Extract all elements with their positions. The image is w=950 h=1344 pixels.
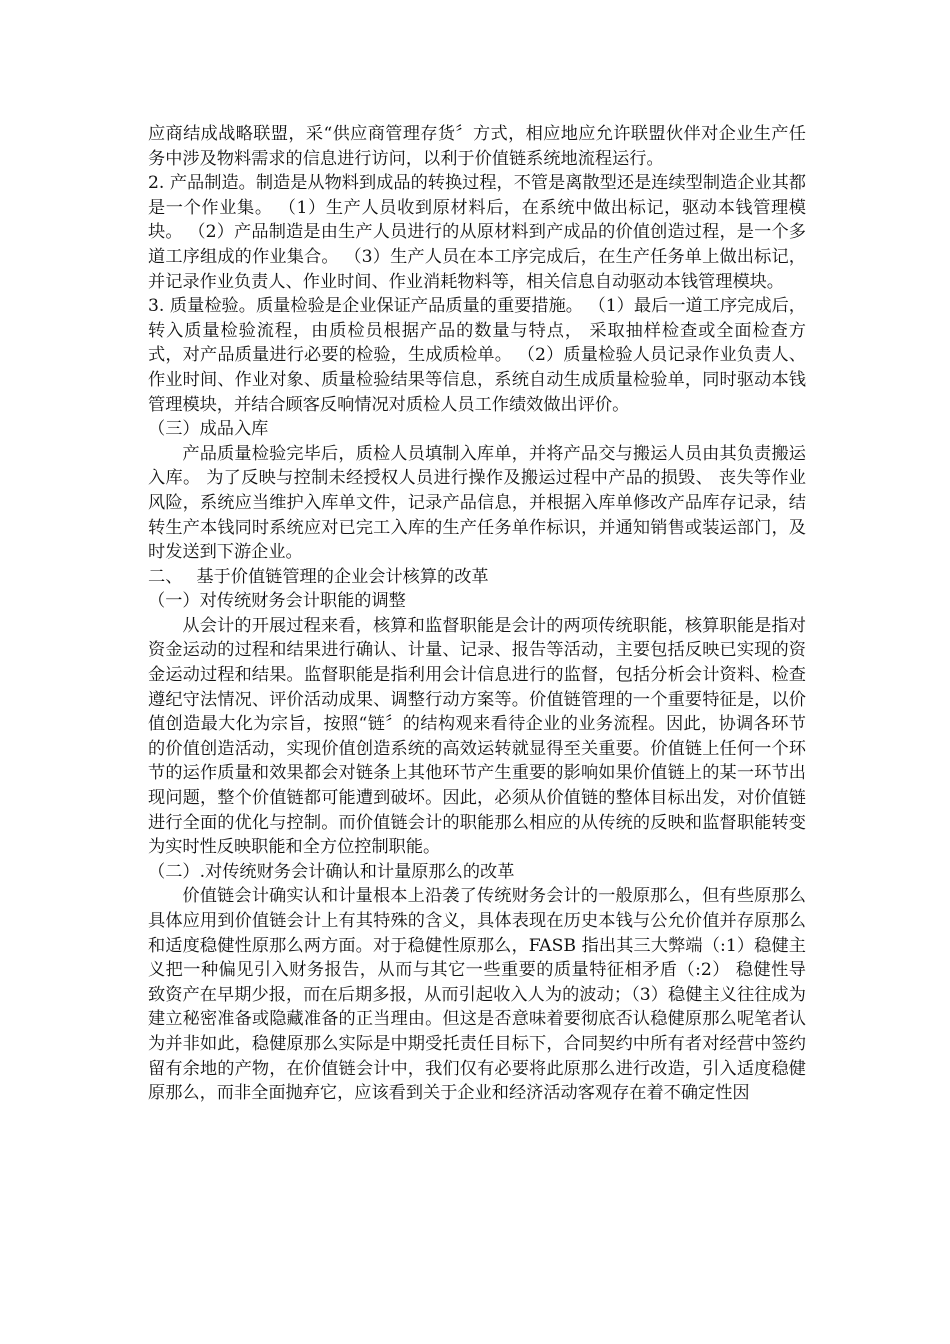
paragraph-quality-inspection: 3. 质量检验。质量检验是企业保证产品质量的重要措施。 （1）最后一道工序完成后，转入质量检验流程，由质检员根据产品的数量与特点， 采取抽样检查或全面检查方式，对产品质量进行必要的检验，生成质检单。 （2）质量检验人员记录作业负责人、作业时间、作业对象、质量检验结果等信息，系统自动生成质量检验单，同时驱动本钱管理模块，并结合顾客反响情况对质检人员工作绩效做出评价。: [148, 296, 806, 415]
paragraph-recognition-measurement: 价值链会计确实认和计量根本上沿袭了传统财务会计的一般原那么，但有些原那么具体应用到价值链会计上有其特殊的含义，具体表现在历史本钱与公允价值并存原那么和适度稳健性原那么两方面。对于稳健性原那么，FASB 指出其三大弊端（:1）稳健主义把一种偏见引入财务报告，从而与其它一些重要的质量特征相矛盾（:2） 稳健性导致资产在早期少报，而在后期多报，从而引起收入人为的波动；（3）稳健主义往往成为建立秘密准备或隐藏准备的正当理由。但这是否意味着要彻底否认稳健原那么呢笔者认为并非如此，稳健原那么实际是中期受托责任目标下，合同契约中所有者对经营中签约留有余地的产物，在价值链会计中，我们仅有必要将此原那么进行改造，引入适度稳健原那么，而非全面抛弃它，应该看到关于企业和经济活动客观存在着不确定性因: [148, 886, 806, 1104]
heading-section-two: 二、 基于价值链管理的企业会计核算的改革: [148, 566, 489, 587]
paragraph-finished-goods-storage: 产品质量检验完毕后，质检人员填制入库单，并将产品交与搬运人员由其负责搬运入库。 为了反映与控制未经授权人员进行操作及搬运过程中产品的损毁、 丧失等作业风险，系统应当维护入库单文件，记录产品信息，并根据入库单修改产品库存记录，结转生产本钱同时系统应对已完工入库的生产任务单作标识，并通知销售或装运部门，及时发送到下游企业。: [148, 443, 806, 563]
heading-recognition-measurement: （二）.对传统财务会计确认和计量原那么的改革: [148, 861, 515, 882]
heading-accounting-function-adjustment: （一）对传统财务会计职能的调整: [148, 591, 406, 612]
document-body: [148, 122, 806, 1106]
paragraph-product-manufacturing: 2. 产品制造。制造是从物料到成品的转换过程，不管是离散型还是连续型制造企业其都是一个作业集。 （1）生产人员收到原材料后，在系统中做出标记，驱动本钱管理模块。 （2）产品制造是由生产人员进行的从原材料到产成品的价值创造过程，是一个多道工序组成的作业集合。 （3）生产人员在本工序完成后，在生产任务单上做出标记，并记录作业负责人、作业时间、作业消耗物料等，相关信息自动驱动本钱管理模块。: [148, 173, 806, 292]
paragraph-accounting-function: 从会计的开展过程来看，核算和监督职能是会计的两项传统职能，核算职能是指对资金运动的过程和结果进行确认、计量、记录、报告等活动，主要包括反映已实现的资金运动过程和结果。监督职能是指利用会计信息进行的监督，包括分析会计资料、检查遵纪守法情况、评价活动成果、调整行动方案等。价值链管理的一个重要特征是，以价值创造最大化为宗旨，按照“链〞的结构观来看待企业的业务流程。因此，协调各环节的价值创造活动，实现价值创造系统的高效运转就显得至关重要。价值链上任何一个环节的运作质量和效果都会对链条上其他环节产生重要的影响如果价值链上的某一环节出现问题，整个价值链都可能遭到破坏。因此，必须从价值链的整体目标出发，对价值链进行全面的优化与控制。而价值链会计的职能那么相应的从传统的反映和监督职能转变为实时性反映职能和全方位控制职能。: [148, 615, 806, 858]
heading-finished-goods-storage: （三）成品入库: [148, 419, 269, 440]
paragraph-supplier-alliance: 应商结成战略联盟，采“供应商管理存货〞方式，相应地应允许联盟伙伴对企业生产任务中涉及物料需求的信息进行访问，以利于价值链系统地流程运行。: [148, 124, 806, 169]
